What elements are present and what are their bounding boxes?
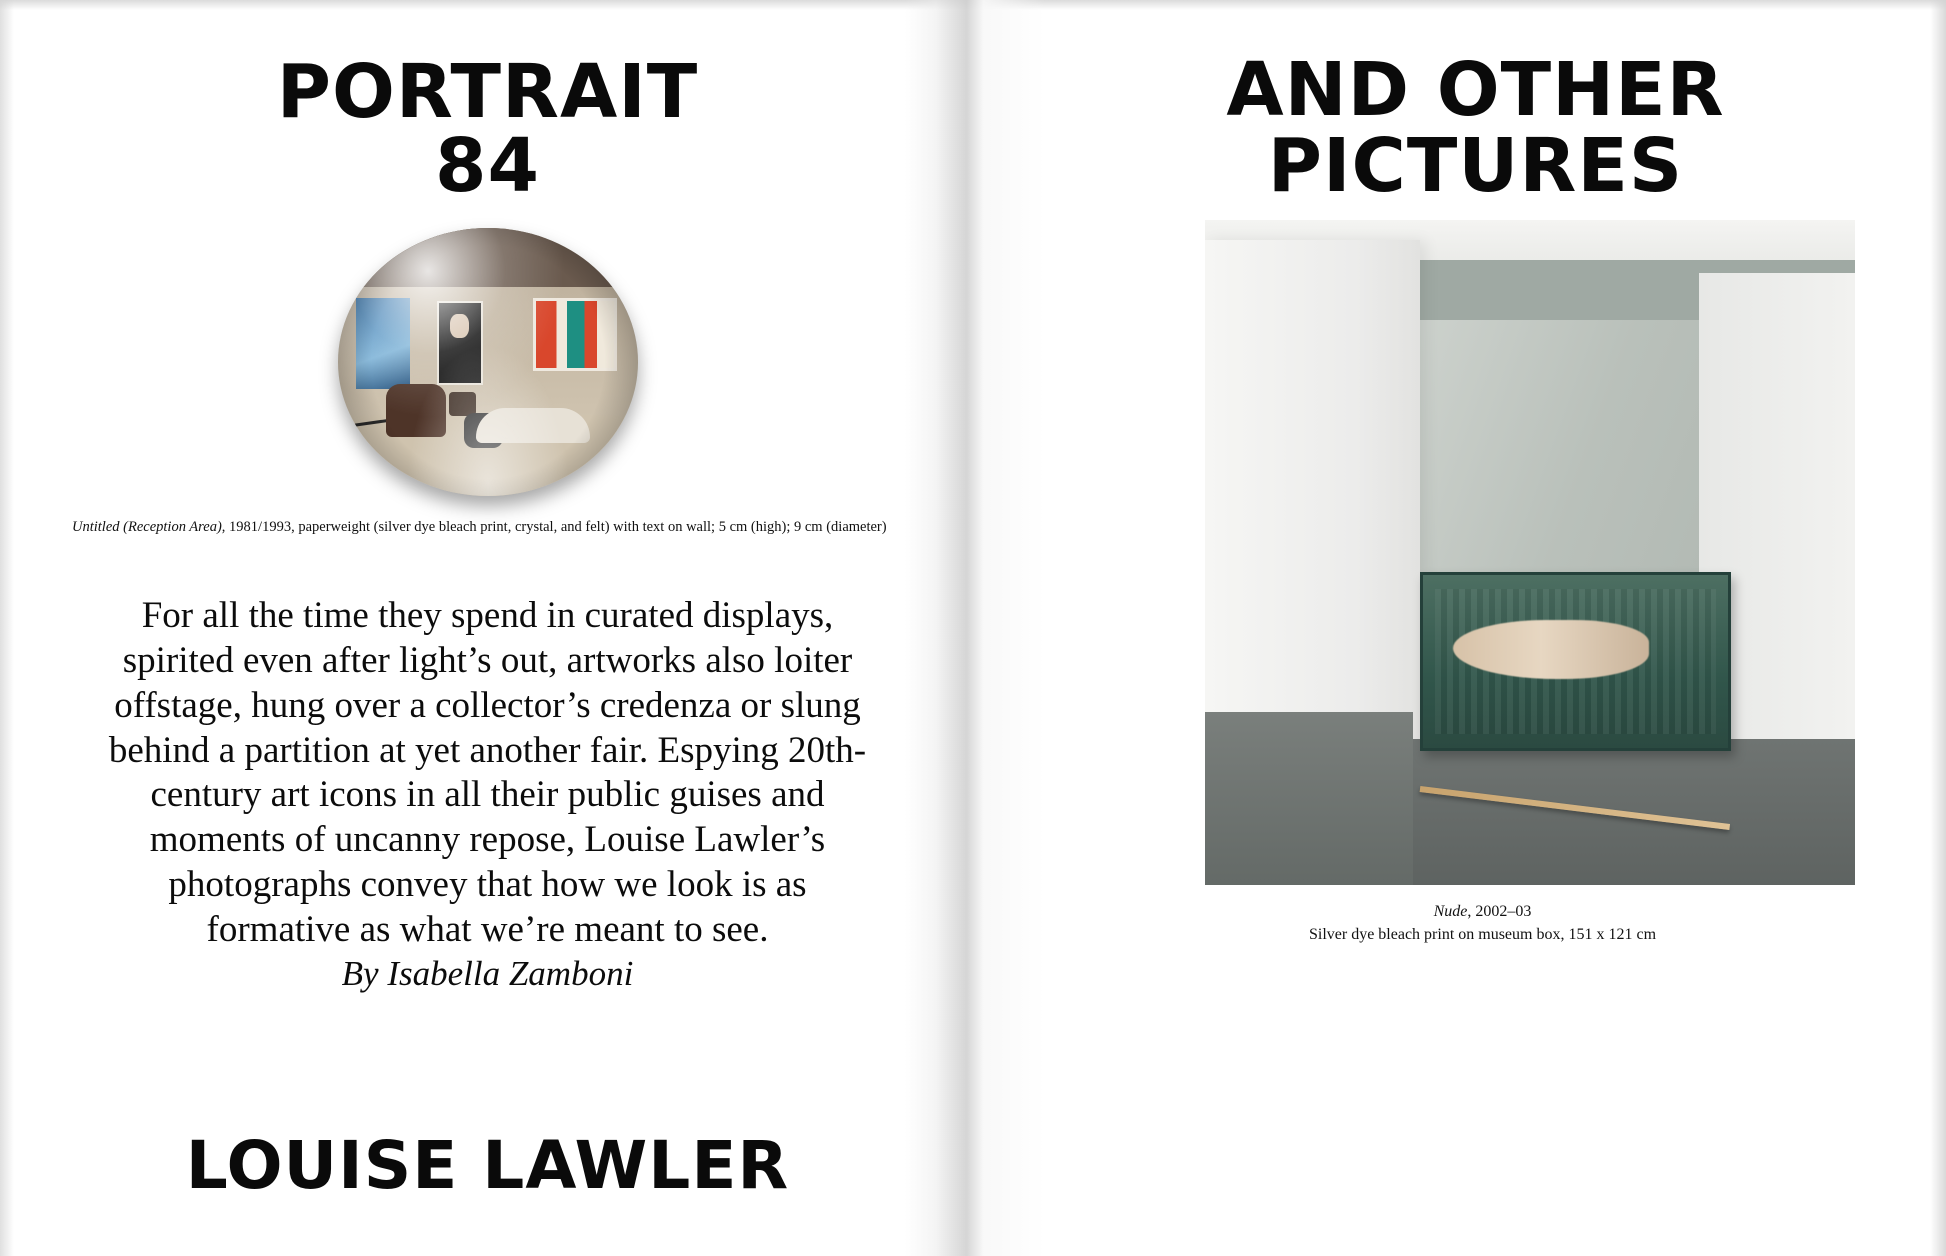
scene-armchair [386, 384, 446, 438]
scene-sofa [476, 408, 590, 443]
left-image-caption [72, 518, 912, 536]
caption-line-2: Silver dye bleach print on museum box, 151 x 121 cm [1308, 926, 1657, 944]
caption-title: Nude [1433, 903, 1468, 920]
reception-area-scene [338, 228, 638, 496]
scene-portrait-artwork [437, 301, 483, 385]
nude-photograph [1205, 220, 1855, 885]
caption-title: Untitled (Reception Area) [72, 519, 222, 536]
artist-name-title: LOUISE LAWLER [185, 1127, 790, 1204]
headline-line-portrait: PORTRAIT [276, 49, 699, 135]
left-headline [0, 0, 975, 210]
reclining-nude-figure [1453, 620, 1649, 679]
article-deck: For all the time they spend in curated displays, spirited even after light’s out, artworks also loiter offstage, hung over a collector’s credenza or slung behind a partition at yet another fair. Espying 20th-century art icons in all their public guises and moments of uncanny repose, Louise Lawler’s photographs convey that how we look is as formative as what we’re meant to see. [108, 595, 867, 950]
headline-line-pictures: PICTURES [1267, 122, 1684, 209]
right-page [975, 0, 1946, 1256]
headline-line-84: 84 [435, 123, 540, 210]
caption-line-1 [997, 900, 1946, 923]
paperweight-image [338, 228, 638, 496]
article-byline: By Isabella Zamboni [341, 954, 634, 994]
scene-abstract-artwork [533, 298, 617, 371]
scene-blue-artwork [356, 298, 410, 389]
right-headline [975, 0, 1946, 209]
caption-details: , 1981/1993, paperweight (silver dye bleach print, crystal, and felt) with text on wall; 5 cm (high); 9 cm (diameter) [221, 519, 887, 536]
leaning-artwork [1420, 572, 1732, 751]
right-image-caption [975, 900, 1946, 946]
paperweight-figure [338, 228, 638, 496]
gallery-floor-foreground [1205, 712, 1413, 885]
gallery-front-partition [1205, 240, 1420, 772]
caption-date: , 2002–03 [1467, 903, 1532, 920]
headline-line-and-other: AND OTHER [1226, 47, 1725, 133]
